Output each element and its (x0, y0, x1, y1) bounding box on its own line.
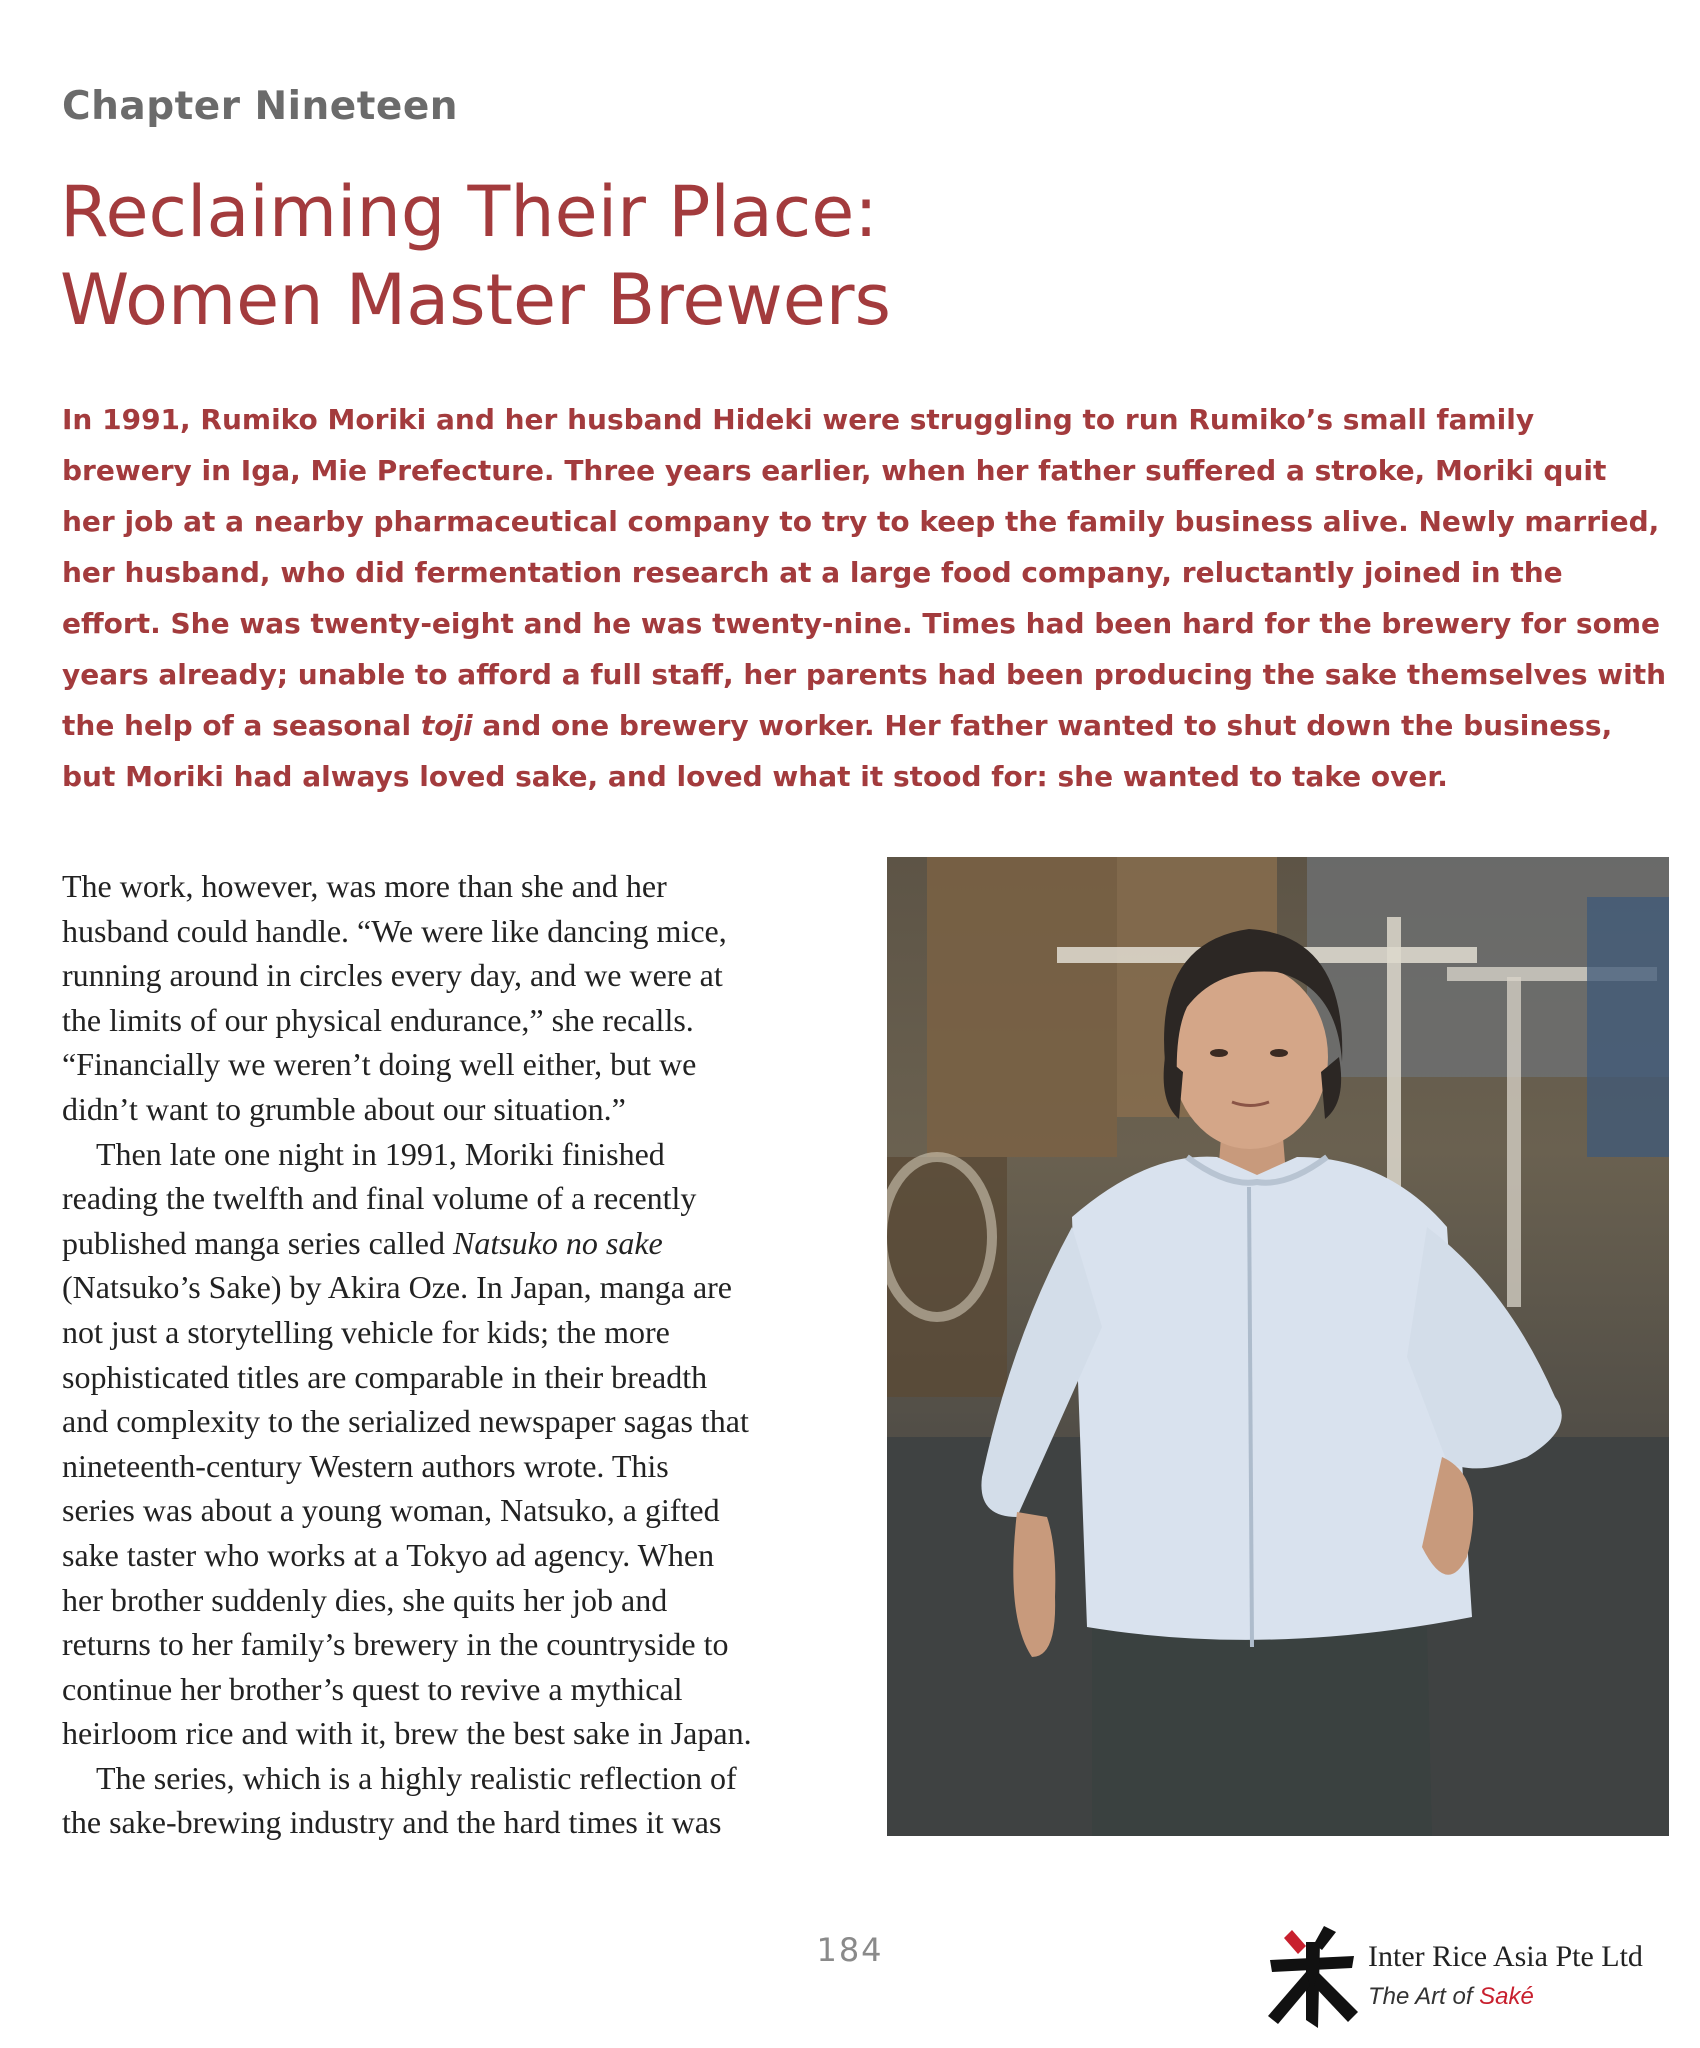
body-line (62, 1087, 862, 1132)
body-line-text: her brother suddenly dies, she quits her job and (62, 1581, 668, 1618)
intro-line-text: her husband, who did fermentation research at a large food company, reluctantly joined in the (62, 556, 1563, 589)
body-line (62, 953, 862, 998)
body-line-text: Then late one night in 1991, Moriki finished (96, 1135, 665, 1172)
body-line (62, 998, 862, 1043)
body-line (62, 1711, 862, 1756)
body-line-text: published manga series called (62, 1224, 453, 1261)
intro-line-text: the help of a seasonal (62, 709, 421, 742)
intro-line (62, 649, 1667, 700)
intro-line-text: brewery in Iga, Mie Prefecture. Three years earlier, when her father suffered a stroke, Moriki quit (62, 454, 1607, 487)
body-line (62, 1355, 862, 1400)
body-line (62, 1265, 862, 1310)
portrait-photo (887, 857, 1669, 1836)
body-line-text: series was about a young woman, Natsuko, a gifted (62, 1492, 720, 1529)
body-line-text: continue her brother’s quest to revive a mythical (62, 1670, 683, 1707)
body-line (62, 1444, 862, 1489)
body-line (62, 1132, 862, 1177)
intro-line (62, 445, 1622, 496)
chapter-title-line: Women Master Brewers (60, 259, 892, 341)
body-line-text: sake taster who works at a Tokyo ad agency. When (62, 1536, 715, 1573)
body-line-text: The series, which is a highly realistic reflection of (96, 1759, 737, 1796)
body-line-text: “Financially we weren’t doing well either, but we (62, 1046, 697, 1083)
body-line-text: heirloom rice and with it, brew the best sake in Japan. (62, 1715, 752, 1752)
body-line (62, 1310, 862, 1355)
chapter-title-line: Reclaiming Their Place: (60, 171, 878, 253)
body-line (62, 1578, 862, 1623)
body-line (62, 909, 862, 954)
intro-paragraph (62, 394, 1667, 802)
body-line (62, 864, 862, 909)
body-line-text: husband could handle. “We were like dancing mice, (62, 912, 727, 949)
body-line (62, 1221, 862, 1266)
publisher-tagline-prefix: The Art of (1368, 1983, 1480, 2010)
body-line-text: reading the twelfth and final volume of a recently (62, 1180, 697, 1217)
body-line-text: nineteenth-century Western authors wrote. This (62, 1447, 669, 1484)
body-line (62, 1800, 862, 1845)
intro-line-text: her job at a nearby pharmaceutical company to try to keep the family business alive. Newly married, (62, 505, 1660, 538)
body-line (62, 1667, 862, 1712)
intro-line-text: In 1991, Rumiko Moriki and her husband Hideki were struggling to run Rumiko’s small family (62, 403, 1535, 436)
intro-line (62, 700, 1622, 751)
chapter-label: Chapter Nineteen (62, 84, 459, 129)
body-line-text: the limits of our physical endurance,” she recalls. (62, 1001, 694, 1038)
body-line-text: The work, however, was more than she and her (62, 868, 667, 904)
body-line-text: running around in circles every day, and we were at (62, 957, 723, 994)
body-text (62, 864, 862, 1845)
body-line (62, 1399, 862, 1444)
body-line-text: and complexity to the serialized newspaper sagas that (62, 1403, 749, 1440)
intro-line (62, 394, 1622, 445)
body-line (62, 1756, 862, 1801)
publisher-name: Inter Rice Asia Pte Ltd (1368, 1940, 1643, 1973)
publisher-tagline (1368, 1983, 1534, 2011)
body-line-text: (Natsuko’s Sake) by Akira Oze. In Japan, manga are (62, 1269, 732, 1306)
body-line (62, 1622, 862, 1667)
body-line (62, 1533, 862, 1578)
page-number: 184 (816, 1931, 884, 1969)
body-line-italic: Natsuko no sake (452, 1224, 663, 1261)
intro-line (62, 547, 1622, 598)
intro-line-text: but Moriki had always loved sake, and loved what it stood for: she wanted to take over. (62, 760, 1448, 793)
intro-line (62, 496, 1660, 547)
chapter-title (60, 168, 1360, 344)
body-line-text: sophisticated titles are comparable in their breadth (62, 1358, 708, 1395)
intro-line (62, 751, 1622, 802)
intro-line-text: years already; unable to afford a full staff, her parents had been producing the sake themselves with (62, 658, 1667, 691)
intro-line-text: and one brewery worker. Her father wanted to shut down the business, (472, 709, 1613, 742)
body-line-text: returns to her family’s brewery in the countryside to (62, 1626, 729, 1663)
body-line (62, 1488, 862, 1533)
body-line (62, 1042, 862, 1087)
intro-line-italic: toji (420, 709, 473, 742)
body-line-text: didn’t want to grumble about our situation.” (62, 1090, 626, 1127)
body-line (62, 1176, 862, 1221)
intro-line-text: effort. She was twenty-eight and he was twenty-nine. Times had been hard for the brewery for some (62, 607, 1660, 640)
publisher-tagline-accent: Saké (1479, 1983, 1534, 2010)
body-line-text: not just a storytelling vehicle for kids; the more (62, 1313, 670, 1350)
intro-line (62, 598, 1660, 649)
publisher-logo-icon (1262, 1920, 1362, 2030)
body-line-text: the sake-brewing industry and the hard times it was (62, 1804, 722, 1841)
